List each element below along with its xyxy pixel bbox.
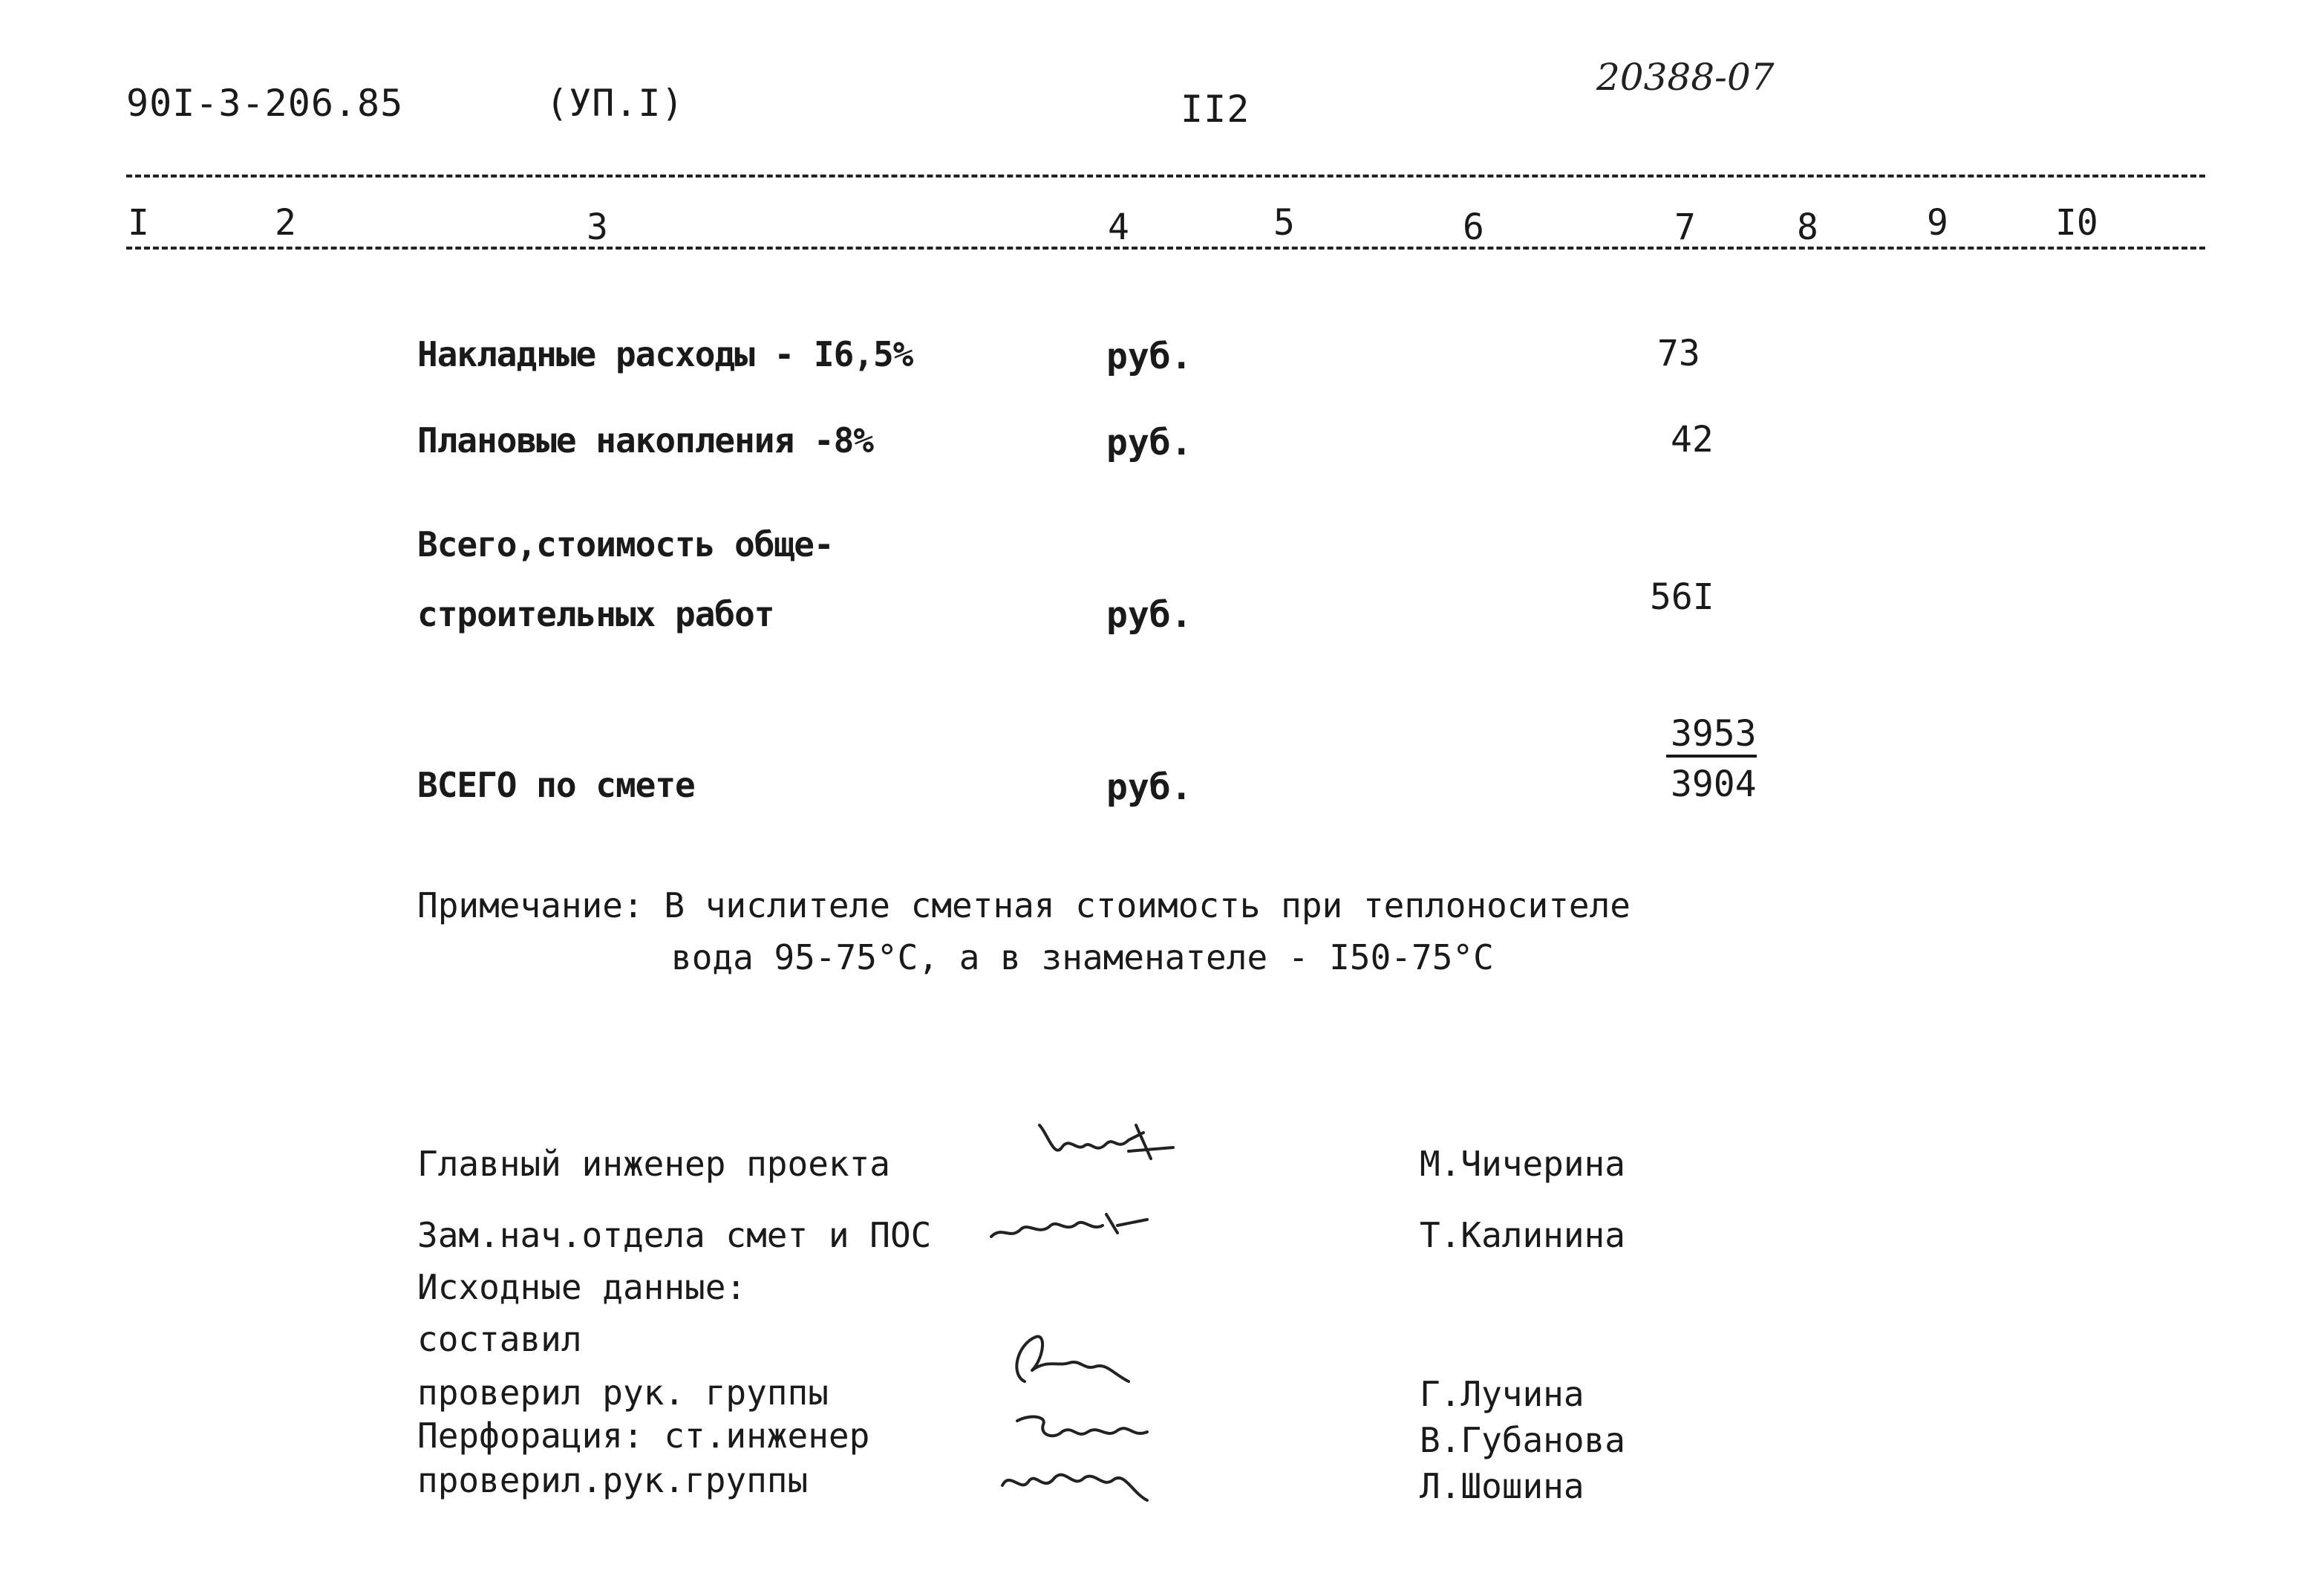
estimate-total-label: ВСЕГО по смете xyxy=(417,765,695,805)
column-number: 8 xyxy=(1797,206,1818,248)
signature-kalinina xyxy=(988,1203,1158,1248)
column-number: 3 xyxy=(587,206,608,248)
signature-name: Г.Лучина xyxy=(1420,1374,1584,1414)
section-label: (УП.I) xyxy=(546,82,685,125)
page-number: II2 xyxy=(1181,88,1250,131)
estimate-total-numerator: 3953 xyxy=(1671,713,1757,755)
column-number: 6 xyxy=(1463,206,1484,248)
signature-role: составил xyxy=(417,1319,582,1359)
signature-luchina xyxy=(1002,1329,1151,1396)
signature-shoshina xyxy=(995,1456,1158,1508)
overhead-unit: руб. xyxy=(1106,336,1192,377)
column-number: 7 xyxy=(1674,206,1696,248)
header-divider-bottom xyxy=(126,247,2205,250)
overhead-value: 73 xyxy=(1657,333,1700,374)
header-divider-top xyxy=(126,175,2205,178)
signature-role: Перфорация: ст.инженер xyxy=(417,1416,870,1456)
signature-role: проверил.рук.группы xyxy=(417,1460,809,1500)
column-number: 2 xyxy=(275,202,296,244)
estimate-total-unit: руб. xyxy=(1106,766,1192,808)
note-line-2: вода 95-75°С, а в знаменателе - I50-75°С xyxy=(671,937,1494,977)
signature-name: В.Губанова xyxy=(1420,1420,1625,1460)
construction-total-value: 56I xyxy=(1650,576,1714,618)
planned-savings-label: Плановые накопления -8% xyxy=(417,420,873,460)
stamp-number: 20388-07 xyxy=(1596,56,1775,99)
construction-total-label-line1: Всего,стоимость обще- xyxy=(417,524,834,564)
document-code: 90I-3-206.85 xyxy=(126,82,404,125)
signature-role: Исходные данные: xyxy=(417,1267,747,1307)
column-number: 5 xyxy=(1273,202,1295,244)
signature-name: М.Чичерина xyxy=(1420,1144,1625,1184)
signature-chicherina xyxy=(1032,1118,1181,1177)
note-line-1: Примечание: В числителе сметная стоимость при теплоносителе xyxy=(417,885,1631,925)
fraction-bar xyxy=(1666,755,1757,758)
column-number: 4 xyxy=(1108,206,1129,248)
signature-name: Т.Калинина xyxy=(1420,1215,1625,1255)
construction-total-label-line2: строительных работ xyxy=(417,594,774,634)
planned-savings-value: 42 xyxy=(1671,419,1714,460)
signature-gubanova xyxy=(1010,1402,1158,1454)
estimate-total-denominator: 3904 xyxy=(1671,764,1757,805)
planned-savings-unit: руб. xyxy=(1106,422,1192,463)
column-number: I xyxy=(128,202,149,244)
column-number: I0 xyxy=(2055,202,2098,244)
construction-total-unit: руб. xyxy=(1106,594,1192,636)
signature-role: проверил рук. группы xyxy=(417,1373,829,1413)
signature-role: Зам.нач.отдела смет и ПОС xyxy=(417,1215,932,1255)
signature-name: Л.Шошина xyxy=(1420,1466,1584,1506)
signature-role: Главный инженер проекта xyxy=(417,1144,890,1184)
overhead-label: Накладные расходы - I6,5% xyxy=(417,334,913,374)
column-number: 9 xyxy=(1927,202,1948,244)
